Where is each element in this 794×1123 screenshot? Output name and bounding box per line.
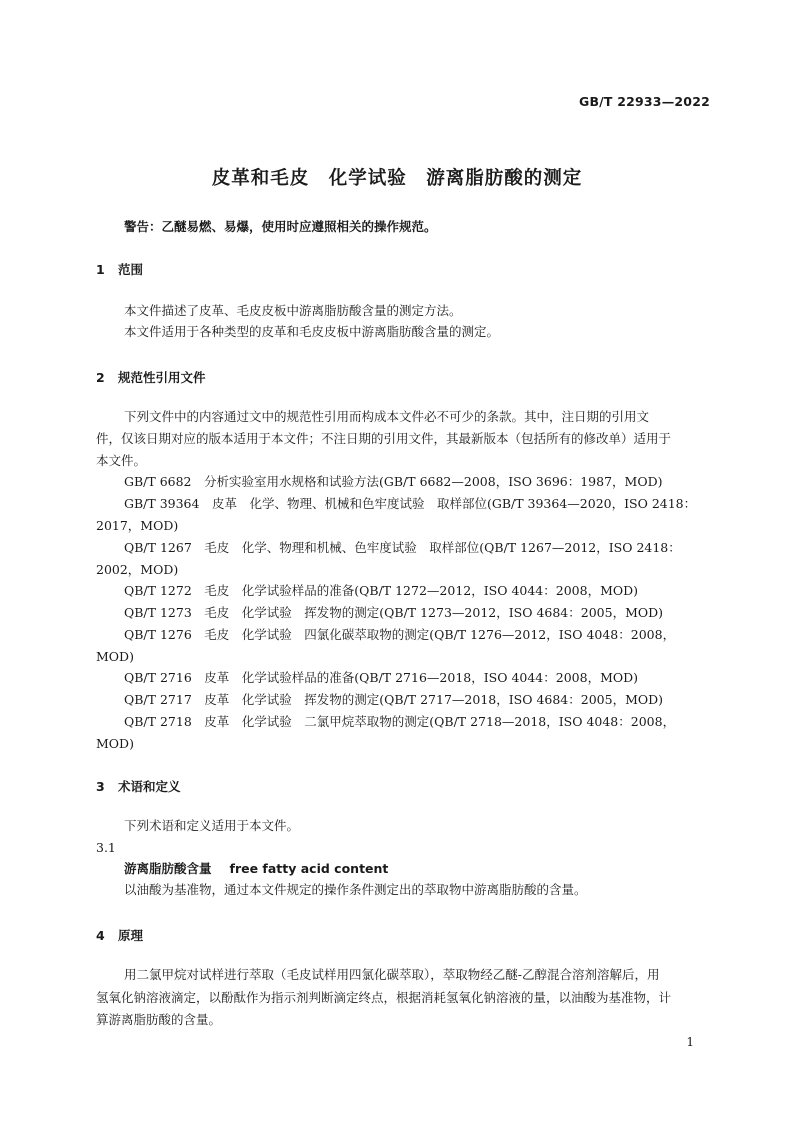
section-title: 术语和定义 bbox=[118, 779, 181, 794]
paragraph-line: 氢氧化钠溶液滴定，以酚酞作为指示剂判断滴定终点，根据消耗氢氧化钠溶液的量，以油酸为基准物，计 bbox=[96, 990, 672, 1005]
paragraph-line: 下列文件中的内容通过文中的规范性引用而构成本文件必不可少的条款。其中，注日期的引用文 bbox=[124, 409, 650, 424]
reference-item: QB/T 2716 皮革 化学试验样品的准备(QB/T 2716—2018，ISO 4044：2008，MOD) bbox=[124, 670, 639, 685]
paragraph-line: 件，仅该日期对应的版本适用于本文件；不注日期的引用文件，其最新版本（包括所有的修改单）适用于 bbox=[96, 431, 672, 446]
section-title: 原理 bbox=[118, 928, 144, 943]
section-number: 2 bbox=[96, 370, 105, 385]
warning-text: 警告：乙醚易燃、易爆，使用时应遵照相关的操作规范。 bbox=[124, 219, 437, 234]
term-heading bbox=[124, 860, 388, 878]
term-english: free fatty acid content bbox=[229, 861, 389, 876]
reference-item: QB/T 1273 毛皮 化学试验 挥发物的测定(QB/T 1273—2012，ISO 4684：2005，MOD) bbox=[124, 605, 664, 620]
section-number: 3 bbox=[96, 779, 105, 794]
paragraph: 本文件描述了皮革、毛皮皮板中游离脂肪酸含量的测定方法。 bbox=[124, 303, 462, 318]
section-2-heading bbox=[96, 368, 206, 386]
reference-item-cont: 2017，MOD) bbox=[96, 518, 179, 533]
section-number: 4 bbox=[96, 928, 105, 943]
section-1-heading bbox=[96, 260, 143, 278]
reference-item-cont: MOD) bbox=[96, 736, 134, 751]
section-title: 范围 bbox=[118, 262, 144, 277]
section-title: 规范性引用文件 bbox=[118, 370, 206, 385]
reference-item: GB/T 39364 皮革 化学、物理、机械和色牢度试验 取样部位(GB/T 39364—2020，ISO 2418： bbox=[124, 496, 697, 511]
reference-item: QB/T 1272 毛皮 化学试验样品的准备(QB/T 1272—2012，ISO 4044：2008，MOD) bbox=[124, 583, 639, 598]
standard-code: GB/T 22933—2022 bbox=[578, 94, 710, 109]
reference-item: QB/T 2717 皮革 化学试验 挥发物的测定(QB/T 2717—2018，ISO 4684：2005，MOD) bbox=[124, 692, 664, 707]
paragraph: 本文件适用于各种类型的皮革和毛皮皮板中游离脂肪酸含量的测定。 bbox=[124, 324, 500, 339]
term-definition: 以油酸为基准物，通过本文件规定的操作条件测定出的萃取物中游离脂肪酸的含量。 bbox=[124, 882, 587, 897]
reference-item-cont: MOD) bbox=[96, 649, 134, 664]
page-number: 1 bbox=[686, 1035, 694, 1049]
section-3-heading bbox=[96, 777, 181, 795]
term-entry-number: 3.1 bbox=[96, 840, 116, 855]
paragraph-line: 算游离脂肪酸的含量。 bbox=[96, 1012, 222, 1027]
term-chinese: 游离脂肪酸含量 bbox=[124, 861, 212, 876]
reference-item: QB/T 1267 毛皮 化学、物理和机械、色牢度试验 取样部位(QB/T 1267—2012，ISO 2418： bbox=[124, 540, 681, 555]
document-title: 皮革和毛皮 化学试验 游离脂肪酸的测定 bbox=[211, 168, 583, 189]
reference-item: QB/T 1276 毛皮 化学试验 四氯化碳萃取物的测定(QB/T 1276—2012，ISO 4048：2008， bbox=[124, 627, 676, 642]
paragraph: 下列术语和定义适用于本文件。 bbox=[124, 818, 300, 833]
reference-item-cont: 2002，MOD) bbox=[96, 562, 179, 577]
reference-item: QB/T 2718 皮革 化学试验 二氯甲烷萃取物的测定(QB/T 2718—2018，ISO 4048：2008， bbox=[124, 714, 676, 729]
paragraph-line: 用二氯甲烷对试样进行萃取（毛皮试样用四氯化碳萃取），萃取物经乙醚-乙醇混合溶剂溶解后，用 bbox=[124, 967, 660, 982]
paragraph-line: 本文件。 bbox=[96, 453, 147, 468]
section-4-heading bbox=[96, 926, 143, 944]
section-number: 1 bbox=[96, 262, 105, 277]
reference-item: GB/T 6682 分析实验室用水规格和试验方法(GB/T 6682—2008，ISO 3696：1987，MOD) bbox=[124, 474, 663, 489]
